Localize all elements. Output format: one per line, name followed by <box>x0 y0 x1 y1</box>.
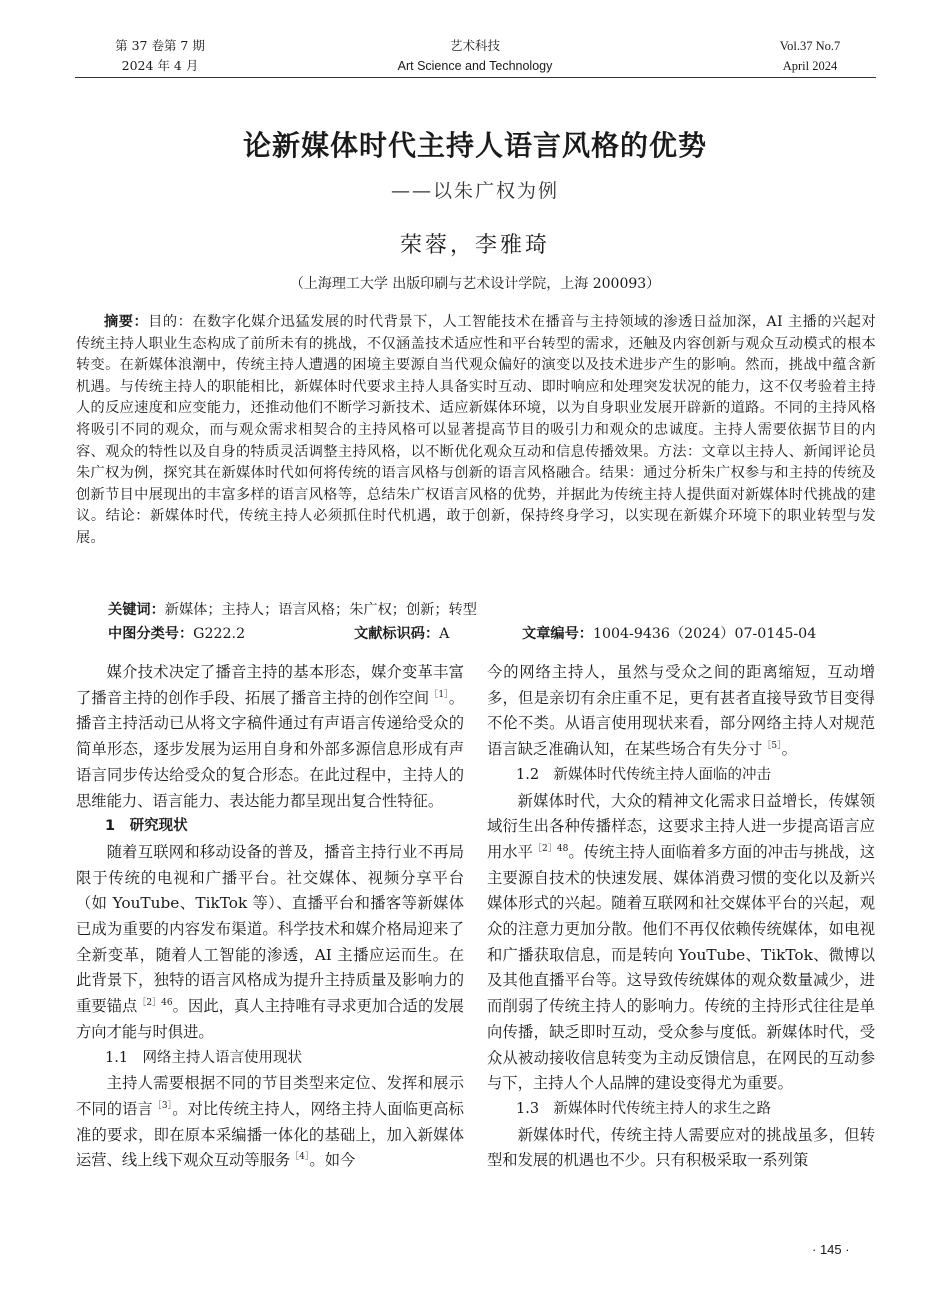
article-number-label: 文章编号： <box>522 626 593 642</box>
author-affiliation: （上海理工大学 出版印刷与艺术设计学院，上海 200093） <box>289 276 661 292</box>
paragraph <box>487 789 875 1097</box>
document-code <box>354 624 449 645</box>
paragraph <box>76 1071 464 1174</box>
paragraph-text: 。 <box>781 740 797 759</box>
journal-name-cn: 艺术科技 <box>449 39 500 53</box>
citation: ［1］ <box>429 689 449 700</box>
paragraph-text: 新媒体时代，传统主持人需要应对的挑战虽多，但转型和发展的机遇也不少。只有积极采取一系列策 <box>487 1125 875 1170</box>
header-rule <box>75 77 876 78</box>
volume-issue: 第 37 卷第 7 期 <box>115 38 205 53</box>
section-heading-1-3: 1.3 新媒体时代传统主持人的求生之路 <box>516 1100 772 1117</box>
paragraph-text: 随着互联网和移动设备的普及，播音主持行业不再局限于传统的电视和广播平台。社交媒体、视频分享平台（如 YouTube、TikTok 等）、直播平台和播客等新媒体已成为重要的内容发布渠道。科学技术和媒介格局迎来了全新变革，随着人工智能的渗透，AI 主播应运而生。在此背景下，独特的语言风格成为提升主持质量及影响力的重要锚点 <box>76 842 464 1016</box>
citation: ［2］48 <box>533 843 569 854</box>
page-number: · 145 · <box>812 1242 850 1257</box>
citation: ［2］46 <box>137 998 173 1009</box>
citation: ［3］ <box>152 1100 173 1111</box>
keywords-label: 关键词： <box>108 602 165 618</box>
journal-volume-info <box>100 36 220 76</box>
volume-issue-en: Vol.37 No.7 <box>779 39 841 53</box>
citation: ［5］ <box>762 741 782 752</box>
abstract <box>76 312 876 550</box>
body-column-left <box>76 660 464 1174</box>
issue-date: 2024 年 4 月 <box>121 58 199 73</box>
keywords <box>108 600 878 621</box>
paragraph-text: 。传统主持人面临着多方面的冲击与挑战，这主要源自技术的快速发展、媒体消费习惯的变化以及新兴媒体形式的兴起。随着互联网和社交媒体平台的兴起，观众的注意力更加分散。他们不再仅依赖传统媒体，如电视和广播获取信息，而是转向 YouTube、TikTok、微博以及其他直播平台等。这导致传统媒体的观众数量减少，进而削弱了传统主持人的影响力。传统的主持形式往往是单向传播，缺乏即时互动，受众参与度低。新媒体时代，受众从被动接收信息转变为主动反馈信息，在网民的互动参与下，主持人个人品牌的建设变得尤为重要。 <box>487 842 875 1093</box>
abstract-label: 摘要： <box>104 314 149 330</box>
section-heading-1: 1 研究现状 <box>105 818 188 835</box>
article-number-value: 1004-9436（2024）07-0145-04 <box>592 626 817 642</box>
document-code-value: A <box>439 626 450 642</box>
paragraph <box>487 1123 875 1174</box>
paragraph-text: 。如今 <box>309 1151 356 1170</box>
article-number <box>522 624 816 645</box>
section-heading-1-2: 1.2 新媒体时代传统主持人面临的冲击 <box>516 766 772 783</box>
citation: ［4］ <box>290 1152 310 1163</box>
paragraph-text: 。播音主持活动已从将文字稿件通过有声语言传递给受众的简单形态，逐步发展为运用自身和外部多源信息形成有声语言同步传达给受众的复合形态。在此过程中，主持人的思维能力、语言能力、表达能力都呈现出复合性特征。 <box>76 688 464 810</box>
paragraph-text: 新媒体时代，大众的精神文化需求日益增长，传媒领域衍生出各种传播样态，这要求主持人进一步提高语言应用水平 <box>487 791 875 861</box>
paragraph-text: 主持人需要根据不同的节目类型来定位、发挥和展示不同的语言 <box>76 1074 464 1118</box>
document-code-label: 文献标识码： <box>354 626 440 642</box>
clc-value: G222.2 <box>193 626 246 642</box>
paragraph-continued <box>487 660 875 763</box>
body-column-right <box>487 660 875 1174</box>
paragraph-text: 今的网络主持人，虽然与受众之间的距离缩短，互动增多，但是亲切有余庄重不足，更有甚者直接导致节目变得不伦不类。从语言使用现状来看，部分网络主持人对规范语言缺乏准确认知，在某些场合有失分寸 <box>487 663 875 759</box>
keywords-text: 新媒体；主持人；语言风格；朱广权；创新；转型 <box>164 602 477 618</box>
journal-name <box>380 36 570 76</box>
paper-authors: 荣蓉，李雅琦 <box>399 233 550 258</box>
paragraph <box>76 840 464 1046</box>
issue-date-en: April 2024 <box>782 59 838 73</box>
abstract-text: 目的：在数字化媒介迅猛发展的时代背景下，人工智能技术在播音与主持领域的渗透日益加深，AI 主播的兴起对传统主持人职业生态构成了前所未有的挑战，不仅涵盖技术适应性和平台转型的需求，还触及内容创新与观众互动模式的根本转变。在新媒体浪潮中，传统主持人遭遇的困境主要源自当代观众偏好的演变以及技术进步产生的影响。然而，挑战中蕴含新机遇。与传统主持人的职能相比，新媒体时代要求主持人具备实时互动、即时响应和处理突发状况的能力，这不仅考验着主持人的反应速度和应变能力，还推动他们不断学习新技术、适应新媒体环境，以为自身职业发展开辟新的道路。不同的主持风格将吸引不同的观众，而与观众需求相契合的主持风格可以显著提高节目的吸引力和观众的忠诚度。主持人需要依据节目的内容、观众的特性以及自身的特质灵活调整主持风格，以不断优化观众互动和信息传播效果。方法：文章以主持人、新闻评论员朱广权为例，探究其在新媒体时代如何将传统的语言风格与创新的语言风格融合。结果：通过分析朱广权参与和主持的传统及创新节目中展现出的丰富多样的语言风格等，总结朱广权语言风格的优势，并据此为传统主持人提供面对新媒体时代挑战的建议。结论：新媒体时代，传统主持人必须抓住时代机遇，敢于创新，保持终身学习，以实现在新媒介环境下的职业转型与发展。 <box>76 314 876 546</box>
journal-name-en: Art Science and Technology <box>397 59 553 73</box>
section-heading-1-1: 1.1 网络主持人语言使用现状 <box>105 1049 303 1066</box>
paragraph-text: 。因此，真人主持唯有寻求更加合适的发展方向才能与时俱进。 <box>76 997 464 1041</box>
paragraph-text: 。对比传统主持人，网络主持人面临更高标准的要求，即在原本采编播一体化的基础上，加入新媒体运营、线上线下观众互动等服务 <box>76 1099 464 1170</box>
paragraph <box>76 660 464 814</box>
clc-label: 中图分类号： <box>108 626 194 642</box>
paper-title: 论新媒体时代主持人语言风格的优势 <box>242 129 707 162</box>
clc-number <box>108 624 245 645</box>
journal-volume-info-en <box>760 36 860 76</box>
paragraph-text: 媒介技术决定了播音主持的基本形态，媒介变革丰富了播音主持的创作手段、拓展了播音主持的创作空间 <box>76 663 464 707</box>
paper-subtitle: ——以朱广权为例 <box>390 180 559 202</box>
